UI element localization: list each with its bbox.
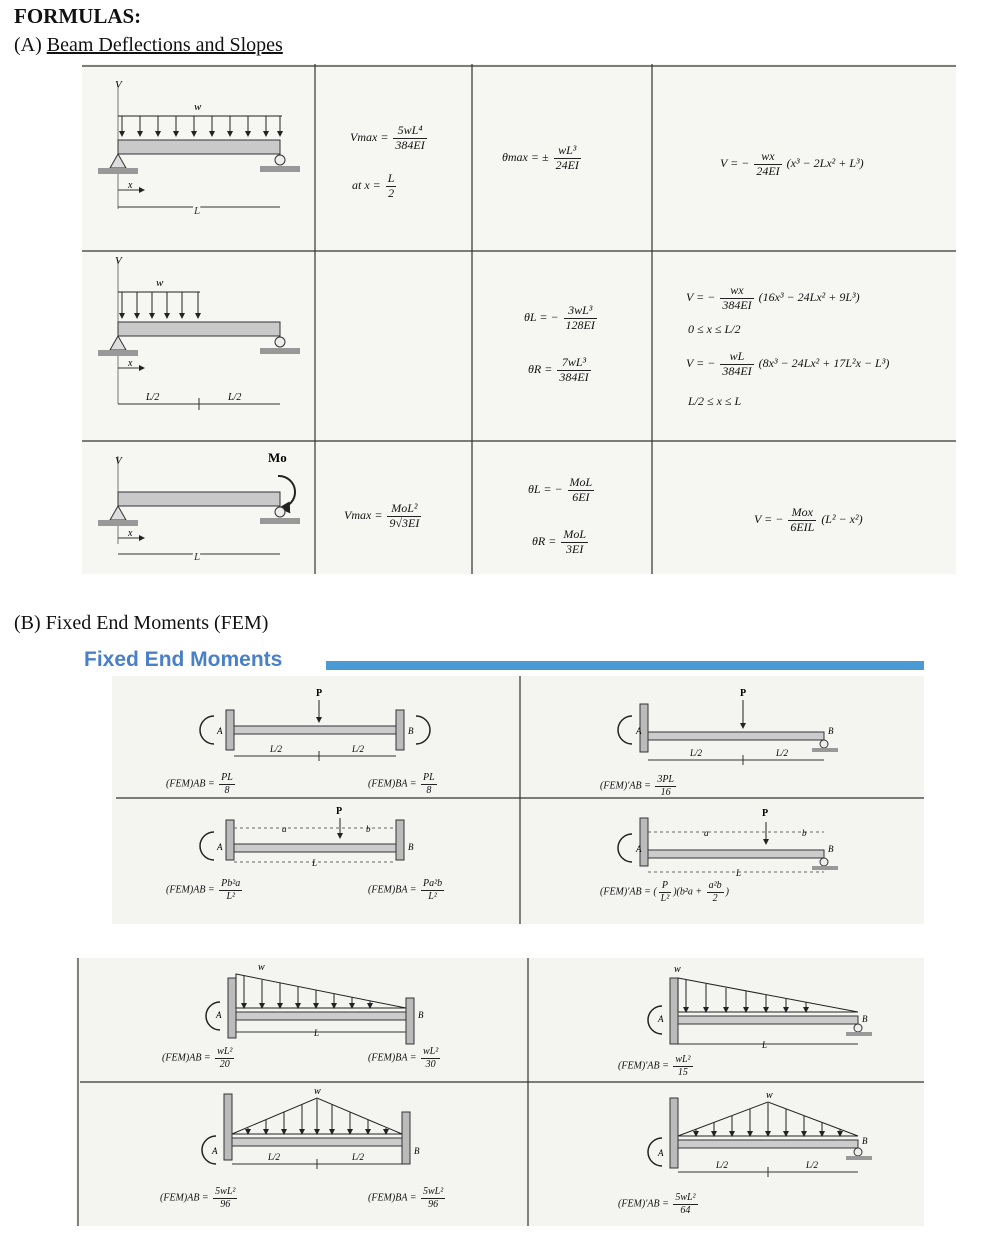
svg-text:L/2: L/2 — [352, 1152, 365, 1162]
theta-r-formula-3: θR = $\frac{\text{MoL}}{3EI}$ — [532, 527, 586, 556]
fem-header: Fixed End Moments — [84, 648, 283, 671]
svg-text:B: B — [414, 1146, 420, 1156]
svg-text:w: w — [156, 277, 164, 289]
theta-l-formula-2: θL = − $\frac{\text{3wL³}}{128EI}$ — [524, 303, 595, 332]
v-formula-2b: V = − $\frac{wL}{384EI}$ (8x³ − 24Lx² + 17L²x − L³) — [686, 349, 890, 378]
fem-diagram-c3 — [200, 806, 414, 868]
fem-c4: (FEM)'AB = ( $\frac{P}{\text{L²}}$ )(b²a + $\frac{\text{a²b}}{2}$ ) — [600, 880, 729, 904]
svg-text:L/2: L/2 — [228, 392, 242, 403]
svg-text:w: w — [766, 1090, 773, 1101]
svg-text:B: B — [862, 1014, 868, 1024]
fem-diagram-c4 — [618, 808, 838, 878]
fem-c5-ba: (FEM)BA = $\frac{\text{wL²}}{30}$ — [368, 1046, 439, 1070]
fem-panel-lower — [76, 958, 924, 1226]
svg-text:V: V — [115, 455, 122, 467]
svg-text:w: w — [674, 964, 681, 975]
svg-text:A: A — [658, 1014, 664, 1024]
fem-c7-ab: (FEM)AB = $\frac{\text{5wL²}}{96}$ — [160, 1186, 236, 1210]
svg-text:L/2: L/2 — [716, 1160, 729, 1170]
svg-text:A: A — [636, 844, 642, 854]
fem-diagram-c6 — [648, 964, 872, 1050]
fem-diagram-c1 — [200, 688, 430, 761]
svg-text:A: A — [636, 726, 642, 736]
fem-c8: (FEM)'AB = $\frac{\text{5wL²}}{64}$ — [618, 1192, 696, 1216]
svg-text:w: w — [258, 962, 265, 973]
svg-text:A: A — [212, 1146, 218, 1156]
svg-text:a: a — [282, 824, 287, 834]
label-v: V — [115, 79, 122, 91]
fem-c2: (FEM)'AB = $\frac{3PL}{16}$ — [600, 774, 674, 798]
svg-text:P: P — [316, 688, 323, 699]
svg-text:b: b — [802, 828, 807, 838]
svg-text:P: P — [336, 806, 343, 817]
theta-r-formula-2: θR = $\frac{\text{7wL³}}{384EI}$ — [528, 355, 589, 384]
fem-diagram-c2 — [618, 688, 838, 765]
at-x-formula: at x = $\frac{L}{2}$ — [352, 171, 395, 200]
svg-text:V: V — [115, 255, 122, 267]
v-formula-2a: V = − $\frac{wx}{384EI}$ (16x³ − 24Lx² + 9L³) — [686, 283, 860, 312]
svg-text:L: L — [194, 551, 201, 563]
page-title: FORMULAS: — [14, 4, 142, 28]
fem-c5-ab: (FEM)AB = $\frac{\text{wL²}}{20}$ — [162, 1046, 233, 1070]
fem-c3-ab: (FEM)AB = $\frac{\text{Pb²a}}{\text{L²}}$ — [166, 878, 241, 902]
svg-text:L/2: L/2 — [776, 748, 789, 758]
svg-text:B: B — [828, 726, 834, 736]
section-a-heading: (A) Beam Deflections and Slopes — [14, 34, 283, 56]
svg-text:B: B — [408, 842, 414, 852]
svg-text:A: A — [217, 842, 223, 852]
svg-text:B: B — [862, 1136, 868, 1146]
svg-text:A: A — [658, 1148, 664, 1158]
deflection-grid — [82, 64, 956, 574]
beam-diagram-2 — [98, 255, 300, 410]
vmax-formula-3: Vmax = $\frac{\text{MoL²}}{9√3EI}$ — [344, 501, 420, 530]
svg-text:L: L — [312, 858, 318, 868]
theta-l-formula-3: θL = − $\frac{\text{MoL}}{6EI}$ — [528, 475, 593, 504]
svg-text:B: B — [418, 1010, 424, 1020]
fem-panel-upper — [112, 676, 924, 924]
deflection-table — [82, 64, 956, 574]
fem-c6: (FEM)'AB = $\frac{\text{wL²}}{15}$ — [618, 1054, 691, 1078]
beam-diagram-3 — [98, 450, 300, 563]
fem-diagram-c5 — [206, 962, 424, 1044]
fem-c1-ba: (FEM)BA = $\frac{PL}{8}$ — [368, 772, 435, 796]
vmax-formula-1: Vmax = $\frac{\text{5wL⁴}}{384EI}$ — [350, 123, 425, 152]
svg-text:L: L — [314, 1028, 320, 1038]
svg-text:x: x — [128, 528, 133, 539]
svg-text:L/2: L/2 — [270, 744, 283, 754]
range-formula-2: L/2 ≤ x ≤ L — [688, 394, 742, 408]
svg-text:L: L — [736, 868, 742, 878]
section-b-heading: (B) Fixed End Moments (FEM) — [14, 612, 269, 634]
svg-text:L/2: L/2 — [352, 744, 365, 754]
label-mo: Mo — [268, 450, 287, 465]
svg-text:L/2: L/2 — [146, 392, 160, 403]
svg-text:A: A — [216, 1010, 222, 1020]
fem-diagram-c7 — [202, 1086, 420, 1169]
svg-text:x: x — [128, 180, 133, 191]
fem-diagram-c8 — [648, 1090, 872, 1177]
svg-text:a: a — [704, 828, 709, 838]
fem-c7-ba: (FEM)BA = $\frac{\text{5wL²}}{96}$ — [368, 1186, 444, 1210]
svg-text:B: B — [408, 726, 414, 736]
v-formula-3: V = − $\frac{\text{Mox}}{\text{6EIL}}$ (L² − x²) — [754, 505, 863, 534]
fem-c3-ba: (FEM)BA = $\frac{\text{Pa²b}}{\text{L²}}$ — [368, 878, 443, 902]
range-formula-1: 0 ≤ x ≤ L/2 — [688, 322, 741, 336]
fem-c1-ab: (FEM)AB = $\frac{PL}{8}$ — [166, 772, 233, 796]
svg-text:L/2: L/2 — [268, 1152, 281, 1162]
v-formula-1: V = − $\frac{wx}{24EI}$ (x³ − 2Lx² + L³) — [720, 149, 864, 178]
svg-text:L/2: L/2 — [806, 1160, 819, 1170]
svg-text:P: P — [762, 808, 769, 819]
theta-max-formula: θmax = ± $\frac{\text{wL³}}{24EI}$ — [502, 143, 579, 172]
svg-text:L: L — [762, 1040, 768, 1050]
svg-text:w: w — [314, 1086, 321, 1097]
svg-text:B: B — [828, 844, 834, 854]
fem-header-bar — [326, 661, 924, 670]
svg-text:L/2: L/2 — [690, 748, 703, 758]
beam-diagram-1 — [98, 79, 300, 217]
svg-text:x: x — [128, 358, 133, 369]
svg-text:P: P — [740, 688, 747, 699]
label-w: w — [194, 101, 202, 113]
svg-text:A: A — [217, 726, 223, 736]
svg-text:L: L — [194, 205, 201, 217]
svg-text:b: b — [366, 824, 371, 834]
